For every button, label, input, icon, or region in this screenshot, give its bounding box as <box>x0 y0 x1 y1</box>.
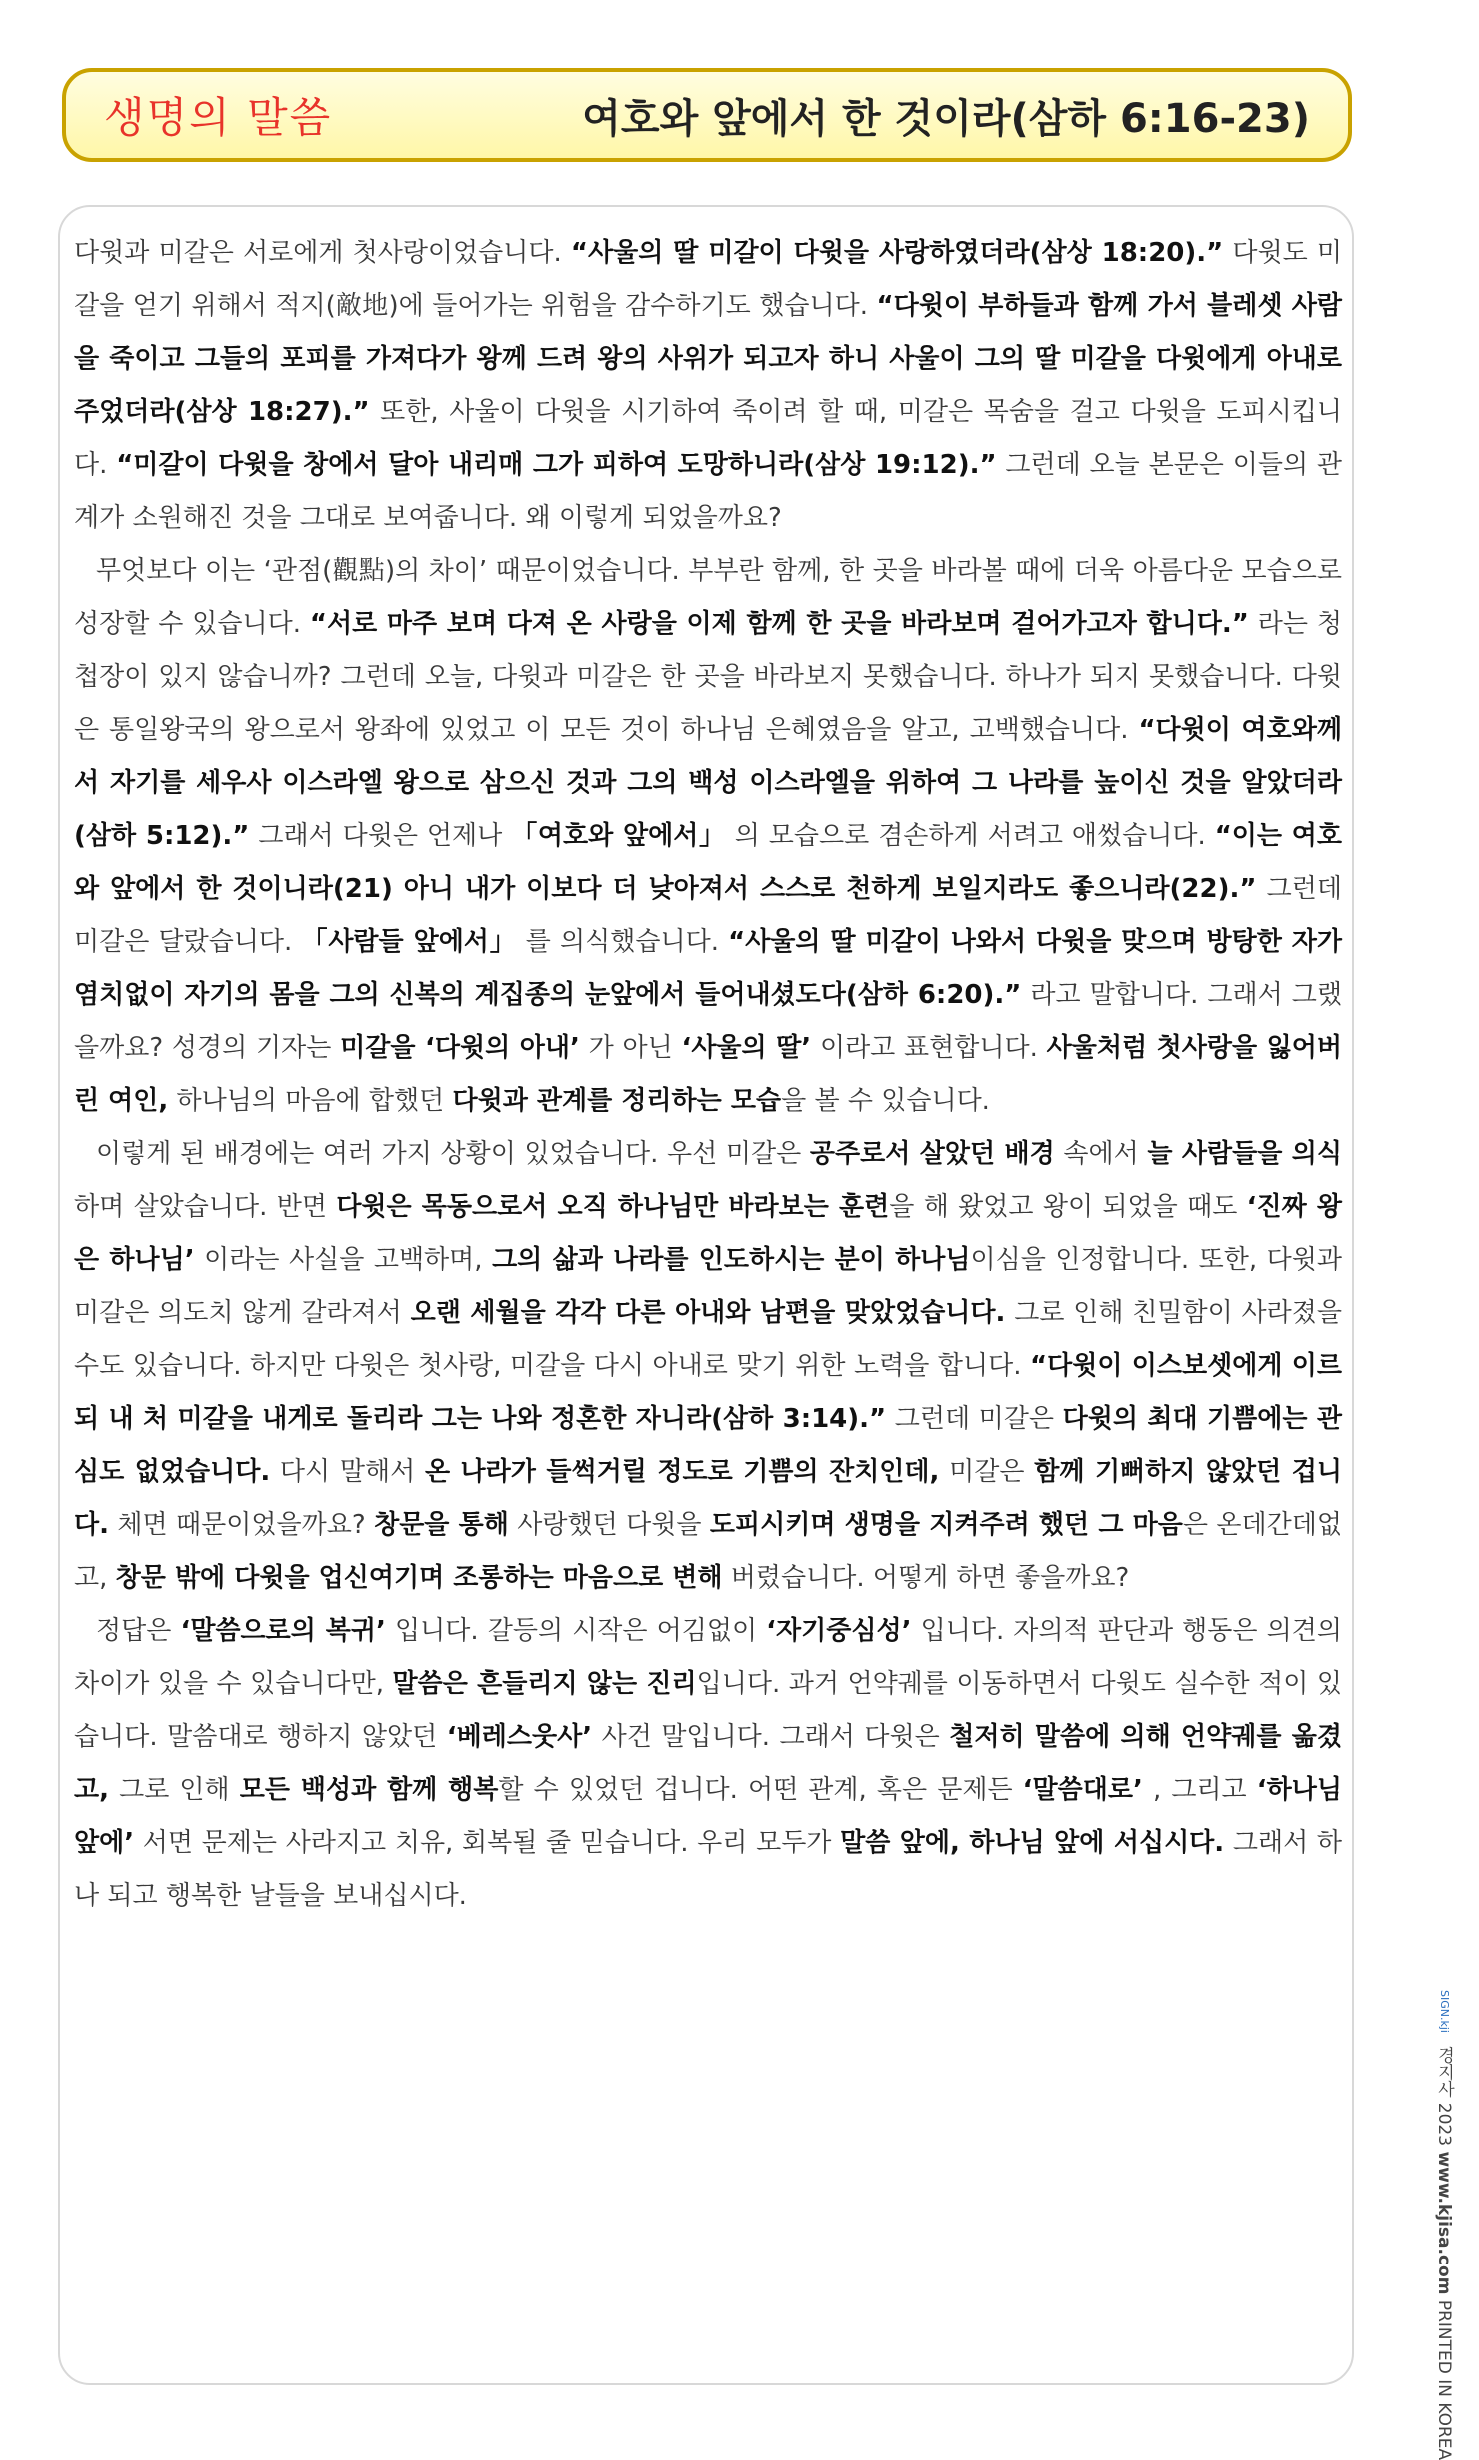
emphasis-text: “다윗이 여호와께서 자기를 세우사 이스라엘 왕으로 삼으신 것과 그의 백성 이스라엘을 위하여 그 나라를 높이신 것을 알았더라(삼하 5:12).” <box>74 715 1343 851</box>
body-text: 다윗도 미갈을 얻기 위해서 적지(敵地)에 들어가는 위험을 감수하기도 했습니다. <box>74 238 1342 321</box>
emphasis-text: 철저히 말씀에 의해 언약궤를 옮겼고, <box>74 1722 1342 1805</box>
printed-note: PRINTED IN KOREA <box>1434 2299 1454 2460</box>
emphasis-text: ‘자기중심성’ <box>766 1616 912 1646</box>
emphasis-text: ‘사울의 딸’ <box>681 1033 812 1063</box>
paragraph <box>74 227 1342 545</box>
paragraph <box>74 1605 1342 1923</box>
body-text: 그래서 하나 되고 행복한 날들을 보내십시다. <box>74 1828 1342 1911</box>
body-text: 체면 때문이었을까요? <box>109 1510 375 1540</box>
publisher-text: 경지사 2023 <box>1434 2046 1454 2147</box>
body-text: 이라는 사실을 고백하며, <box>194 1245 493 1275</box>
body-text: 무엇보다 이는 ‘관점(觀點)의 차이’ 때문이었습니다. 부부란 함께, 한 곳을 바라볼 때에 더욱 아름다운 모습으로 성장할 수 있습니다. <box>74 556 1342 639</box>
body-text: 그로 인해 <box>109 1775 240 1805</box>
body-text: 이라고 표현합니다. <box>811 1033 1047 1063</box>
emphasis-text: 창문 밖에 다윗을 업신여기며 조롱하는 마음으로 변해 <box>115 1563 723 1593</box>
title-banner <box>62 68 1352 162</box>
body-text: 속에서 <box>1054 1139 1148 1169</box>
body-text: 그런데 미갈은 달랐습니다. <box>74 874 1342 957</box>
body-text: 을 해 왔었고 왕이 되었을 때도 <box>889 1192 1247 1222</box>
emphasis-text: 미갈을 ‘다윗의 아내’ <box>340 1033 580 1063</box>
emphasis-text: 다윗의 최대 기쁨에는 관심도 없었습니다. <box>74 1404 1342 1487</box>
emphasis-text: 말씀 앞에, 하나님 앞에 서십시다. <box>840 1828 1225 1858</box>
body-text: 라는 청첩장이 있지 않습니까? 그런데 오늘, 다윗과 미갈은 한 곳을 바라보지 못했습니다. 하나가 되지 못했습니다. 다윗은 통일왕국의 왕으로서 왕좌에 있었고 이 모든 것이 하나님 은혜였음을 알고, 고백했습니다. <box>74 609 1342 745</box>
body-text: 이심을 인정합니다. 또한, 다윗과 미갈은 의도치 않게 갈라져서 <box>74 1245 1342 1328</box>
emphasis-text: ‘진짜 왕은 하나님’ <box>74 1192 1343 1275</box>
body-text: 버렸습니다. 어떻게 하면 좋을까요? <box>722 1563 1130 1593</box>
emphasis-text: “다윗이 이스보셋에게 이르되 내 처 미갈을 내게로 돌리라 그는 나와 정혼한 자니라(삼하 3:14).” <box>74 1351 1342 1434</box>
body-text: 입니다. 갈등의 시작은 어김없이 <box>385 1616 767 1646</box>
body-text: 그런데 오늘 본문은 이들의 관계가 소원해진 것을 그대로 보여줍니다. 왜 이렇게 되었을까요? <box>74 450 1342 533</box>
body-text: 그로 인해 친밀함이 사라졌을 수도 있습니다. 하지만 다윗은 첫사랑, 미갈을 다시 아내로 맞기 위한 노력을 합니다. <box>74 1298 1343 1381</box>
emphasis-text: 늘 사람들을 의식 <box>1147 1139 1342 1169</box>
emphasis-text: “사울의 딸 미갈이 나와서 다윗을 맞으며 방탕한 자가 염치없이 자기의 몸을 그의 신복의 계집종의 눈앞에서 들어내셨도다(삼하 6:20).” <box>74 927 1342 1010</box>
emphasis-text: 공주로서 살았던 배경 <box>809 1139 1055 1169</box>
body-text: 을 볼 수 있습니다. <box>781 1086 990 1116</box>
body-text: 의 모습으로 겸손하게 서려고 애썼습니다. <box>725 821 1215 851</box>
emphasis-text: ‘베레스웃사’ <box>446 1722 593 1752</box>
emphasis-text: 그의 삶과 나라를 인도하시는 분이 하나님 <box>492 1245 971 1275</box>
body-text: 가 아닌 <box>579 1033 682 1063</box>
body-text: 은 온데간데없고, <box>74 1510 1342 1593</box>
paragraph <box>74 1128 1342 1605</box>
body-text: 할 수 있었던 겁니다. 어떤 관계, 혹은 문제든 <box>498 1775 1023 1805</box>
publisher-note <box>1432 1990 1457 2460</box>
emphasis-text: 모든 백성과 함께 행복 <box>239 1775 499 1805</box>
emphasis-text: 다윗과 관계를 정리하는 모습 <box>452 1086 782 1116</box>
emphasis-text: 사울처럼 첫사랑을 잃어버린 여인, <box>74 1033 1342 1116</box>
emphasis-text: 「사람들 앞에서」 <box>301 927 517 957</box>
sermon-title: 여호와 앞에서 한 것이라(삼하 6:16-23) <box>582 95 1310 142</box>
emphasis-text: 창문을 통해 <box>374 1510 509 1540</box>
body-text: 사랑했던 다윗을 <box>508 1510 710 1540</box>
emphasis-text: 함께 기뻐하지 않았던 겁니다. <box>74 1457 1342 1540</box>
body-text: 를 의식했습니다. <box>516 927 729 957</box>
body-text: 또한, 사울이 다윗을 시기하여 죽이려 할 때, 미갈은 목숨을 걸고 다윗을 도피시킵니다. <box>74 397 1342 480</box>
body-text: 입니다. 과거 언약궤를 이동하면서 다윗도 실수한 적이 있습니다. 말씀대로 행하지 않았던 <box>74 1669 1342 1752</box>
body-text: 하나님의 마음에 합했던 <box>168 1086 453 1116</box>
emphasis-text: ‘말씀으로의 복귀’ <box>180 1616 386 1646</box>
body-text: 그런데 미갈은 <box>886 1404 1063 1434</box>
publisher-url: www.kjisa.com <box>1434 2151 1454 2295</box>
emphasis-text: ‘말씀대로’ <box>1022 1775 1143 1805</box>
body-text: 입니다. 자의적 판단과 행동은 의견의 차이가 있을 수 있습니다만, <box>74 1616 1342 1699</box>
emphasis-text: 온 나라가 들썩거릴 정도로 기쁨의 잔치인데, <box>424 1457 940 1487</box>
section-label: 생명의 말씀 <box>104 93 333 142</box>
body-text: 서면 문제는 사라지고 치유, 회복될 줄 믿습니다. 우리 모두가 <box>134 1828 841 1858</box>
body-text: , 그리고 <box>1142 1775 1257 1805</box>
emphasis-text: “다윗이 부하들과 함께 가서 블레셋 사람을 죽이고 그들의 포피를 가져다가 왕께 드려 왕의 사위가 되고자 하니 사울이 그의 딸 미갈을 다윗에게 아내로 주었더라(삼상 18:27).” <box>74 291 1343 427</box>
emphasis-text: 말씀은 흔들리지 않는 진리 <box>392 1669 697 1699</box>
emphasis-text: “사울의 딸 미갈이 다윗을 사랑하였더라(삼상 18:20).” <box>570 238 1224 268</box>
body-text: 그래서 다윗은 언제나 <box>249 821 512 851</box>
emphasis-text: “서로 마주 보며 다져 온 사랑을 이제 함께 한 곳을 바라보며 걸어가고자 합니다.” <box>309 609 1249 639</box>
emphasis-text: 오랜 세월을 각각 다른 아내와 남편을 맞았었습니다. <box>410 1298 1006 1328</box>
emphasis-text: 도피시키며 생명을 지켜주려 했던 그 마음 <box>709 1510 1183 1540</box>
emphasis-text: 「여호와 앞에서」 <box>511 821 726 851</box>
body-text: 라고 말합니다. 그래서 그랬을까요? 성경의 기자는 <box>74 980 1342 1063</box>
emphasis-text: “이는 여호와 앞에서 한 것이니라(21) 아니 내가 이보다 더 낮아져서 스스로 천하게 보일지라도 좋으니라(22).” <box>74 821 1343 904</box>
publisher-logo: SIGN.kji <box>1438 1990 1451 2033</box>
body-text: 미갈은 <box>939 1457 1035 1487</box>
emphasis-text: ‘하나님 앞에’ <box>74 1775 1342 1858</box>
emphasis-text: “미갈이 다윗을 창에서 달아 내리매 그가 피하여 도망하니라(삼상 19:12).” <box>116 450 997 480</box>
sermon-body <box>58 205 1354 2385</box>
body-text: 이렇게 된 배경에는 여러 가지 상황이 있었습니다. 우선 미갈은 <box>96 1139 810 1169</box>
paragraph <box>74 545 1342 1128</box>
body-text: 사건 말입니다. 그래서 다윗은 <box>592 1722 950 1752</box>
emphasis-text: 다윗은 목동으로서 오직 하나님만 바라보는 훈련 <box>336 1192 890 1222</box>
body-text: 정답은 <box>96 1616 181 1646</box>
body-text: 다시 말해서 <box>270 1457 425 1487</box>
body-text: 하며 살았습니다. 반면 <box>74 1192 337 1222</box>
body-text: 다윗과 미갈은 서로에게 첫사랑이었습니다. <box>74 238 571 268</box>
